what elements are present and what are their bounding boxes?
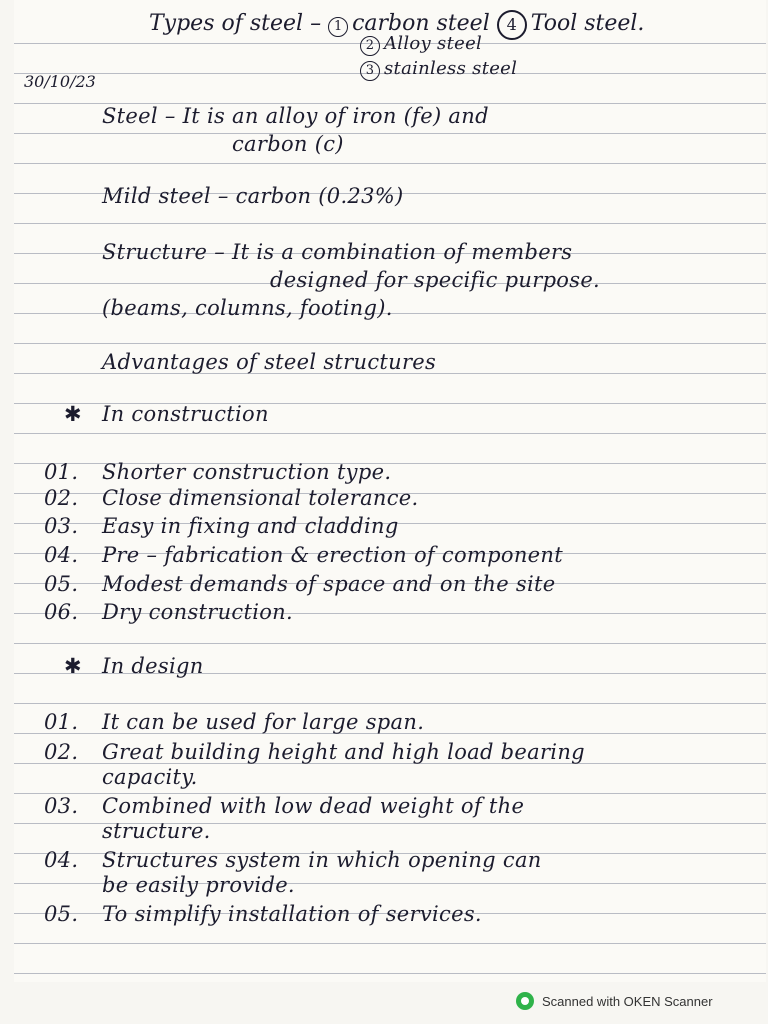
list-item <box>44 740 585 764</box>
item-text: Structures system in which opening can <box>102 848 542 872</box>
construction-heading-row <box>44 402 269 426</box>
date: 30/10/23 <box>24 72 96 91</box>
circled-number: 2 <box>360 36 380 56</box>
list-item <box>44 600 293 624</box>
star-bullet: ✱ <box>64 402 82 426</box>
item-number: 01. <box>44 460 79 484</box>
list-item <box>44 765 198 789</box>
item-text: Pre – fabrication & erection of component <box>102 543 563 567</box>
circled-number: 3 <box>360 61 380 81</box>
structure-definition-cont: designed for specific purpose. <box>270 268 601 292</box>
item-number: 04. <box>44 848 79 872</box>
mild-steel-definition: Mild steel – carbon (0.23%) <box>102 184 404 208</box>
list-item <box>44 572 555 596</box>
item-text: Close dimensional tolerance. <box>102 486 419 510</box>
item-number: 03. <box>44 794 79 818</box>
list-item <box>44 460 391 484</box>
type-item: stainless steel <box>384 58 518 79</box>
steel-definition-cont: carbon (c) <box>232 132 344 156</box>
item-text: be easily provide. <box>102 873 295 897</box>
star-bullet: ✱ <box>64 654 82 678</box>
design-heading-row <box>44 654 204 678</box>
structure-examples: (beams, columns, footing). <box>102 296 393 320</box>
item-text: Dry construction. <box>102 600 293 624</box>
item-number: 04. <box>44 543 79 567</box>
type-item: Alloy steel <box>384 33 483 54</box>
types-heading: Types of steel – <box>149 11 322 36</box>
list-item <box>44 848 542 872</box>
construction-heading: In construction <box>102 402 269 426</box>
item-text: capacity. <box>102 765 198 789</box>
item-number: 02. <box>44 486 79 510</box>
item-number: 02. <box>44 740 79 764</box>
structure-definition: Structure – It is a combination of members <box>102 240 573 264</box>
list-item <box>44 710 424 734</box>
list-item <box>44 486 418 510</box>
item-text: structure. <box>102 819 211 843</box>
list-item <box>44 819 211 843</box>
item-text: Modest demands of space and on the site <box>102 572 556 596</box>
item-number: 06. <box>44 600 79 624</box>
list-item <box>44 543 563 567</box>
item-text: To simplify installation of services. <box>102 902 482 926</box>
item-text: It can be used for large span. <box>102 710 425 734</box>
notebook-page <box>14 0 766 982</box>
circled-number: 1 <box>328 17 348 37</box>
item-text: Easy in fixing and cladding <box>102 514 399 538</box>
item-text: Great building height and high load bearing <box>102 740 585 764</box>
design-heading: In design <box>102 654 204 678</box>
item-text: Combined with low dead weight of the <box>102 794 525 818</box>
advantages-heading: Advantages of steel structures <box>102 350 437 374</box>
scanner-watermark <box>516 990 713 1012</box>
type-item: Tool steel. <box>530 11 645 36</box>
list-item <box>44 794 524 818</box>
list-item <box>44 873 295 897</box>
item-text: Shorter construction type. <box>102 460 392 484</box>
scanner-logo-icon <box>516 992 534 1010</box>
circled-number: 4 <box>497 10 527 40</box>
type-row <box>360 33 482 56</box>
type-item: carbon steel <box>352 11 490 36</box>
list-item <box>44 514 399 538</box>
list-item <box>44 902 482 926</box>
scanner-watermark-text: Scanned with OKEN Scanner <box>542 993 713 1009</box>
item-number: 03. <box>44 514 79 538</box>
item-number: 05. <box>44 572 79 596</box>
type-row <box>360 58 517 81</box>
item-number: 01. <box>44 710 79 734</box>
item-number: 05. <box>44 902 79 926</box>
steel-definition: Steel – It is an alloy of iron (fe) and <box>102 104 489 128</box>
